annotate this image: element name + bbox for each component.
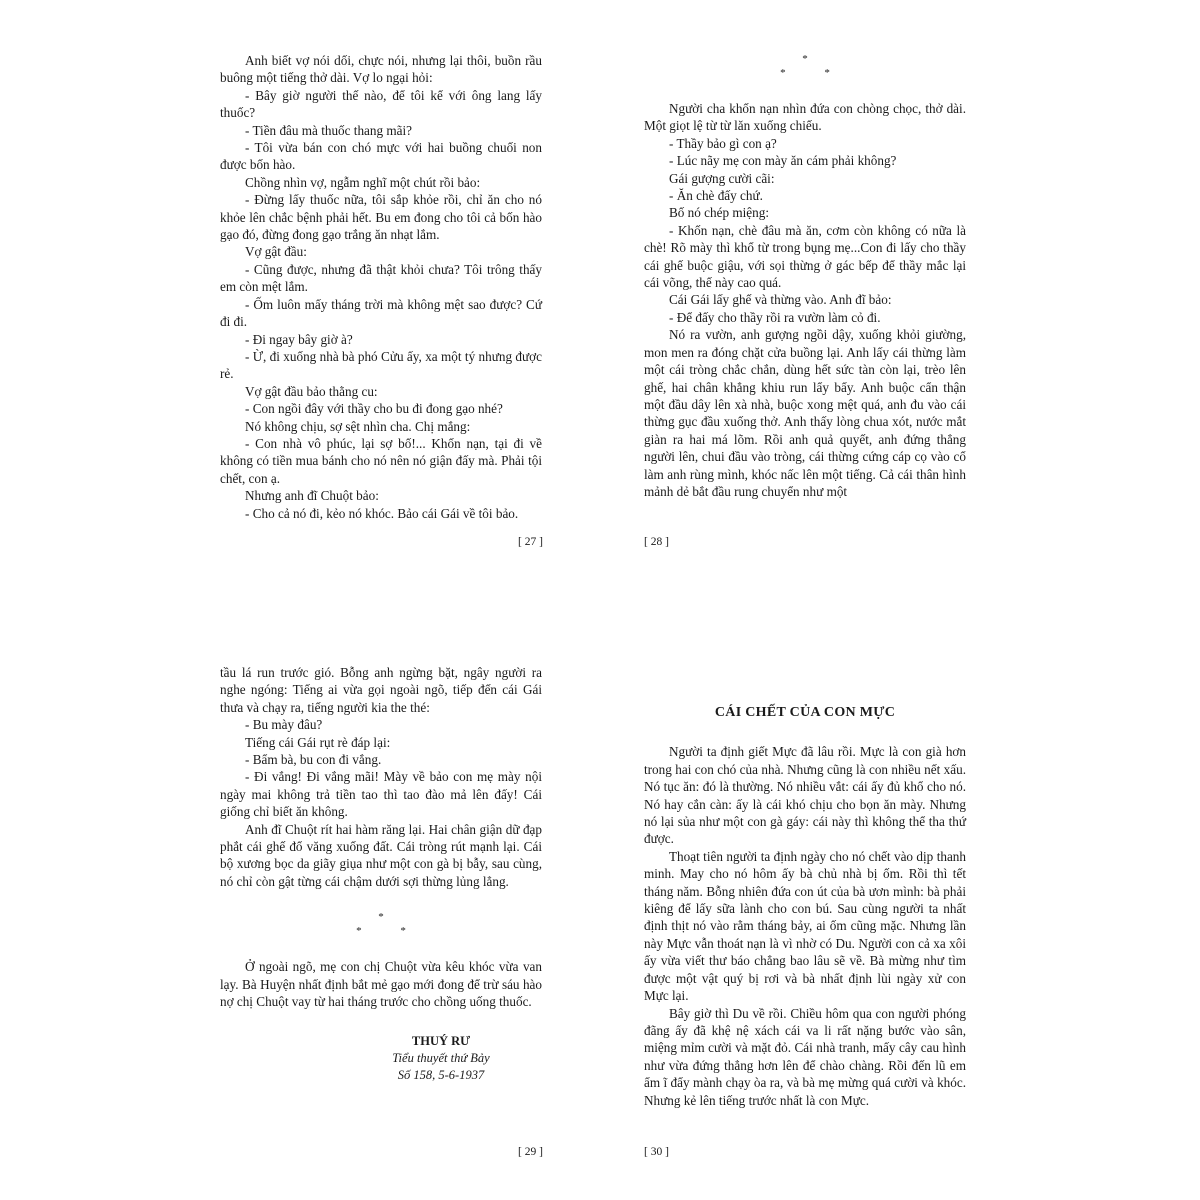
paragraph: Gái gượng cười cãi:: [669, 170, 775, 186]
paragraph: - Ăn chè đấy chứ.: [669, 188, 763, 204]
paragraph: Chồng nhìn vợ, ngẫm nghĩ một chút rồi bảo:: [245, 174, 481, 190]
paragraph: - Con nhà vô phúc, lại sợ bố!... Khốn nạn, tại đi về không có tiền mua bánh cho nó nên nó giận đấy mà. Phải tội chết, con ạ.: [220, 435, 542, 486]
star-top: *: [802, 53, 808, 65]
page-number-27: [ 27 ]: [518, 536, 543, 548]
star-bottom: * *: [780, 67, 848, 79]
paragraph: - Khốn nạn, chè đâu mà ăn, cơm còn không có nữa là chè! Rõ mày thì khổ từ trong bụng mẹ...Con đi lấy cho thầy cái ghế buộc giậu, với sọi thừng ở gác bếp để thầy mắc lại cái võng, thế này cao quá.: [644, 222, 966, 291]
paragraph: - Ừ, đi xuống nhà bà phó Cửu ấy, xa một tý nhưng được rẻ.: [220, 348, 542, 382]
page-28: [644, 52, 966, 500]
paragraph: Nhưng anh đĩ Chuột bảo:: [245, 488, 379, 504]
paragraph: Người ta định giết Mực đã lâu rồi. Mực là con già hơn trong hai con chó của nhà. Nhưng cũng là con nhiều nết xấu. Nó tục ăn: đó là thường. Nó nhiều vắt: cái ấy đủ khổ cho nó. Nó hay cắn càn: ấy là cái khó chịu cho bọn ăn mày. Nhưng nó lại sủa như một con gà gáy: cái này thì không thể tha thứ được.: [644, 744, 966, 847]
author-name: THUÝ RƯ: [411, 1033, 471, 1048]
paragraph: Cái Gái lấy ghế và thừng vào. Anh đĩ bảo:: [669, 292, 892, 308]
page-29-body-after: [220, 958, 542, 1010]
page-29: [220, 664, 542, 1084]
paragraph: Người cha khốn nạn nhìn đứa con chòng chọc, thở dài. Một giọt lệ từ từ lăn xuống chiếu.: [644, 101, 966, 134]
paragraph: Ở ngoài ngõ, mẹ con chị Chuột vừa kêu khóc vừa van lạy. Bà Huyện nhất định bắt mẻ gạo mới đong để trừ sáu hào nợ chị Chuột vay từ hai tháng trước cho chồng uống thuốc.: [220, 959, 542, 1010]
page-number-30: [ 30 ]: [644, 1146, 669, 1158]
signature-block: [220, 1033, 542, 1084]
paragraph: Bây giờ thì Du về rồi. Chiều hôm qua con người phóng đãng ấy đã khệ nệ xách cái va li rất nặng bước vào sân, miệng mỉm cười và mặt đỏ. Cái nhà tranh, mấy cây cau hình như vừa đứng thẳng hơn lên để chào chàng. Rồi đến lũ em ẩm ĩ đẩy mành chạy òa ra, và bà mẹ mừng quá cười và khóc. Nhưng kẻ lên tiếng trước nhất là con Mực.: [644, 1005, 966, 1108]
paragraph: - Tôi vừa bán con chó mực với hai buồng chuối non được bốn hào.: [220, 140, 542, 173]
paragraph: - Con ngồi đây với thầy cho bu đi đong gạo nhé?: [245, 401, 503, 417]
page-28-body: [644, 100, 966, 500]
page-30-body: [644, 743, 966, 1109]
paragraph: - Đi vắng! Đi vắng mãi! Mày về bảo con mẹ mày nội ngày mai không trả tiền tao thì tao đào mả lên đấy! Cái giống chỉ biết ăn không.: [220, 769, 542, 820]
paragraph: - Thầy bảo gì con ạ?: [669, 135, 777, 151]
paragraph: Anh biết vợ nói dối, chực nói, nhưng lại thôi, buồn rầu buông một tiếng thở dài. Vợ lo ngại hỏi:: [220, 53, 542, 86]
paragraph: - Bu mày đâu?: [245, 717, 323, 733]
paragraph: tầu lá run trước gió. Bỗng anh ngừng bặt, ngây người ra nghe ngóng: Tiếng ai vừa gọi ngoài ngõ, tiếp đến cái Gái thưa và chạy ra, tiếng người kia the thé:: [220, 665, 542, 715]
page-number-29: [ 29 ]: [518, 1146, 543, 1158]
paragraph: - Tiền đâu mà thuốc thang mãi?: [245, 122, 413, 138]
page-27: [220, 52, 542, 522]
paragraph: Anh đĩ Chuột rít hai hàm răng lại. Hai chân giận dữ đạp phắt cái ghế đổ văng xuống đất. Cái tròng rút mạnh lại. Cái bộ xương bọc da giãy giụa như một con gà bị bẫy, sau cùng, nó chỉ còn gật từng cái chậm dưới sợi thừng lủng lẳng.: [220, 821, 542, 889]
paragraph: - Bẩm bà, bu con đi vắng.: [245, 752, 382, 768]
paragraph: - Cũng được, nhưng đã thật khỏi chưa? Tôi trông thấy em còn mệt lắm.: [220, 261, 542, 295]
paragraph: - Đừng lấy thuốc nữa, tôi sắp khỏe rồi, chỉ ăn cho nó khỏe lên chắc bệnh phải hết. Bu em đong cho tôi cả bốn hào gạo đó, đừng đong gạo trắng ăn nhạt lắm.: [220, 192, 542, 243]
paragraph: - Cho cả nó đi, kẻo nó khóc. Bảo cái Gái về tôi bảo.: [245, 505, 519, 521]
paragraph: Nó ra vườn, anh gượng ngồi dậy, xuống khỏi giường, mon men ra đóng chặt cửa buồng lại. Anh lấy cái thừng làm một cái tròng chắc chắn, dùng hết sức tàn còn lại, trèo lên ghế, hai chân khẳng khiu run lẩy bẩy. Anh buộc cẩn thận một đầu dây lên xà nhà, buộc xong mệt quá, anh đu vào cái thừng gục đầu xuống thở. Anh thấy lòng chua xót, nước mắt giàn ra hai má lõm. Rồi anh quả quyết, anh đứng thẳng người lên, chui đầu vào tròng, cái thừng cứng cáp cọ vào cổ làm anh rùng mình, khóc nấc lên một tiếng. Cả cái thân hình mảnh dẻ bắt đầu rung chuyển như một: [644, 327, 966, 499]
page-29-body: [220, 664, 542, 890]
star-bottom: * *: [356, 925, 424, 938]
section-break-stars: [644, 52, 966, 80]
paragraph: Thoạt tiên người ta định ngày cho nó chết vào dịp thanh minh. May cho nó hôm ấy bà chủ nhà bị ốm. Rồi thì tết tháng năm. Bỗng nhiên đứa con út của bà ươn mình: bà phải kiêng để lấy sữa lành cho con bú. Sau cùng người ta nhất định thịt nó vào rằm tháng bảy, ai ốm cũng mặc. Nhưng lần này Mực vẫn thoát nạn là vì nhờ có Du. Người con cả xa xôi ấy vừa viết thư báo chẳng bao lâu sẽ về. Bà mừng như tìm được một vật quý bị rơi và bà nhất định lùi ngày xử con Mực lại.: [644, 848, 966, 1004]
paragraph: Tiếng cái Gái rụt rè đáp lại:: [245, 734, 391, 750]
paragraph: Bố nó chép miệng:: [669, 205, 769, 221]
page-number-28: [ 28 ]: [644, 536, 669, 548]
paragraph: - Lúc nãy mẹ con mày ăn cám phải không?: [669, 153, 897, 169]
page-30: [644, 664, 966, 1109]
source-publication: Tiểu thuyết thứ Bảy: [392, 1050, 490, 1065]
paragraph: Vợ gật đầu:: [245, 244, 307, 260]
paragraph: Nó không chịu, sợ sệt nhìn cha. Chị mắng:: [245, 418, 471, 434]
paragraph: - Để đấy cho thầy rồi ra vườn làm cỏ đi.: [669, 309, 881, 325]
page-27-body: [220, 52, 542, 522]
paragraph: - Bây giờ người thế nào, để tôi kể với ông lang lấy thuốc?: [220, 87, 542, 121]
paragraph: - Đi ngay bây giờ à?: [245, 331, 353, 347]
section-break-stars: [220, 910, 542, 938]
source-issue: Số 158, 5-6-1937: [397, 1067, 485, 1082]
paragraph: - Ốm luôn mấy tháng trời mà không mệt sao được? Cứ đi đi.: [220, 296, 542, 330]
star-top: *: [378, 911, 384, 924]
chapter-title: CÁI CHẾT CỦA CON MỰC: [714, 705, 896, 720]
paragraph: Vợ gật đầu bảo thằng cu:: [245, 383, 378, 399]
